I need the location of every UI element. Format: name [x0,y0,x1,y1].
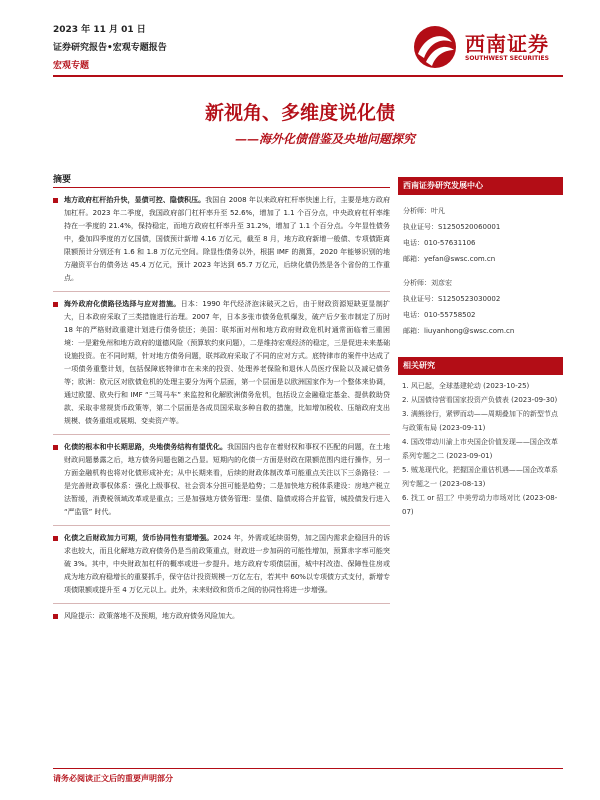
sidebar [398,177,563,519]
company-logo [412,24,562,72]
paragraph-divider [53,603,390,604]
related-research-item[interactable]: 2. 从国债待营看国家投资产负债表 (2023-09-30) [402,396,558,404]
report-topic: 宏观专题 [53,61,90,71]
report-title: 新视角、多维度说化债 [204,102,395,124]
paragraph-lead: 化债的根本和中长期思路，央地债务结构有望优化。 [64,443,228,451]
paragraph-lead: 化债之后财政加力可期，货币协同性有望增强。 [64,534,214,542]
related-research-item[interactable]: 5. 贼尨现代化，把握国企重估机遇——国企改革系列专题之一 (2023-08-13) [402,466,558,488]
paragraph-text: 我国自 2008 年以来政府杠杆率快速上行，主要是地方政府加杠杆。2023 年二季度，我国政府部门杠杆率升至 52.6%，增加了 1.1 个百分点，中央政府杠杆率维持在一季度的 21.4%，保持稳定，而地方政府杠杆率升至 31.2%，增加了 1.1 个百分点。今年显性债务中，叠加四季度的万亿国债，国债预计新增 4.16 万亿元，截至 8 月，地方政府新增一般债、专项债距离限额预计分别还有 1.6 和 1.8 万亿元空间。除显性债务以外，根据 IMF 的测算，2020 年能够识别的地方融资平台的债务达 45.4 万亿元，预计 2023 年达到 65.7 万亿元，后续化债仍然是各个省份的工作重点。 [64,196,390,282]
analyst-phone: 电话：010-55758502 [403,311,476,319]
paragraph-divider [53,291,390,292]
analyst-name: 分析师：叶凡 [403,207,445,215]
analyst-info [398,195,563,343]
logo-subtext: SOUTHWEST SECURITIES [465,55,549,62]
abstract-section [53,172,390,762]
analyst-phone: 电话：010-57631106 [403,239,476,247]
report-subtitle: ——海外化债借鉴及央地问题探究 [234,132,415,146]
bullet-square-icon [53,536,58,541]
analyst-license: 执业证号：S1250520060001 [403,223,501,231]
paragraph-divider [53,434,390,435]
header-rule [53,75,563,77]
logo-text: 西南证券 [465,32,549,56]
analyst-email[interactable]: 邮箱：yefan@swsc.com.cn [403,255,496,263]
related-research-item[interactable]: 3. 满熊徐行，紧锣而动——周期叠加下的新型节点与政策布局 (2023-09-11) [402,410,558,432]
risk-warning [53,610,390,623]
paragraph-lead: 地方政府杠杆抬升快，显债可控、隐债积压。 [64,196,206,204]
bullet-square-icon [53,445,58,450]
paragraph-text: 2024 年，外需或延续弱势，加之国内需求企稳回升的诉求也较大，而且化解地方政府债务仍是当前政策重点，财政进一步加码的可能性增加，预算赤字率可能突破 3%。其中，中央财政加杠杆的概率或进一步提升。地方政府专项债层面，城中村改造、保障性住房或成为地方政府稳增长的重要抓手，保守估计投资规模一万亿左右，若其中 60%以专项债方式支付，新增专项债限额或提升至 4 万亿元以上。此外，未来财政和货币之间的协同性将进一步增强。 [64,534,390,594]
abstract-rule [53,187,390,188]
footer-rule [53,768,563,769]
analyst-header: 西南证券研究发展中心 [398,177,563,195]
report-type: 证券研究报告•宏观专题报告 [53,43,167,53]
abstract-paragraph [53,298,390,428]
bullet-square-icon [53,302,58,307]
abstract-paragraph [53,532,390,597]
abstract-paragraph [53,194,390,285]
bullet-square-icon [53,198,58,203]
paragraph-text: 日本：1990 年代经济泡沫破灭之后，由于财政资源短缺更显制扩大，日本政府采取了三类措施进行治理。2007 年，日本多张市债务危机爆发，破产后夕张市制定了历时 18 年的严格财政重建计划进行债务偿还；美国：联邦面对州和地方政府财政危机时通常面临着三重困境：一是避免州和地方政府的道德风险（预算软约束问题），二是维持宏观经济的稳定，三是促进未来基础设施投资。在不同时期，针对地方债务问题，联邦政府采取了不同的应对方式。底特律市的案件中达成了一项债务重整计划，包括保障底特律市在未来的投资、处理养老保险和退休人员医疗保险以及减记债务等；欧洲：欧元区对欧债危机的处理主要分为两个层面，第一个层面是以欧洲国家作为一个整体来协调，通过欧盟、欧央行和 IMF “三驾马车” 来监控和化解欧洲债务危机，包括设立金融稳定基金、提供救助贷款、采取非常规货币政策等，第二个层面是各成员国采取多种自救的措施，比如增加税收、压缩政府支出规模、债务重组或展期、变卖资产等。 [64,300,390,425]
related-research-item[interactable]: 6. 找工 or 招工？中美劳动力市场对比 (2023-08-07) [402,494,558,516]
abstract-label: 摘要 [53,175,72,185]
analyst-name: 分析师：刘彦宏 [403,279,452,287]
report-date: 2023 年 11 月 01 日 [53,25,146,35]
related-research-item[interactable]: 1. 风已起，全球基建轮动 (2023-10-25) [402,382,530,390]
bullet-square-icon [53,614,58,619]
paragraph-text: 风险提示：政策落地不及预期，地方政府债务风险加大。 [64,612,239,620]
abstract-paragraph [53,441,390,519]
logo-mark-icon [412,24,458,70]
related-research-item[interactable]: 4. 国改带动川渝上市央国企价值发现——国企改革系列专题之二 (2023-09-01) [402,438,558,460]
analyst-email[interactable]: 邮箱：liuyanhong@swsc.com.cn [403,327,515,335]
paragraph-divider [53,525,390,526]
footer-disclaimer: 请务必阅读正文后的重要声明部分 [53,774,173,783]
paragraph-lead: 海外政府化债路径选择与应对措施。 [64,300,181,308]
related-research-header: 相关研究 [398,357,563,375]
analyst-license: 执业证号：S1250523030002 [403,295,501,303]
paragraph-text: 我国国内也存在着财权和事权不匹配的问题，在土地财政问题暴露之后，地方债务问题也随之凸显。短期内的化债一方面是财政在限额范围内进行操作，另一方面金融机构也将对化债形成补充；从中长期来看，后续的财政体制改革可能重点关注以下三条路径：一是完善财政事权体系：强化上级事权、社会资本分担可能是趋势；二是加快地方税体系建设：房地产税立法暂缓，消费税领域改革或是重点；三是加强地方债务管理：显债、隐债或将合并监管，城投债发行进入 “严监管” 时代。 [64,443,390,516]
related-research-list [398,375,563,519]
